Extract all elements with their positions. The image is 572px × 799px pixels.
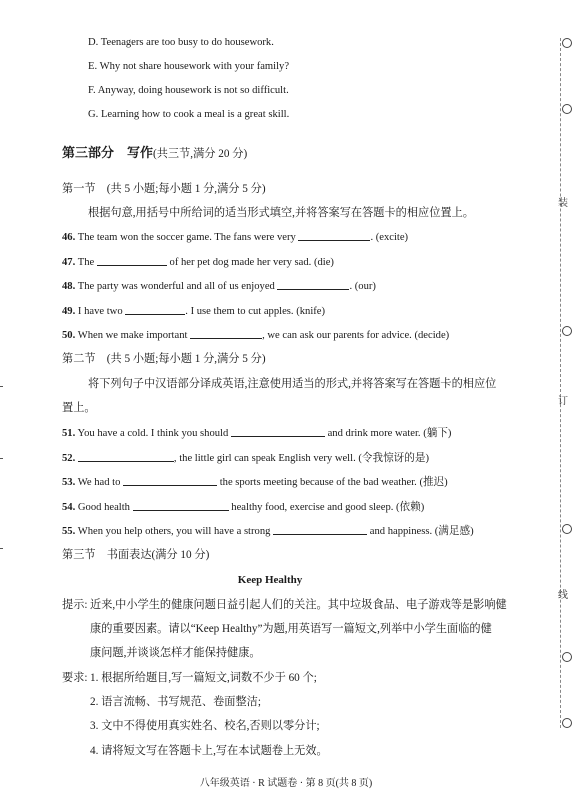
sec3-header: 第三节 书面表达(满分 10 分) xyxy=(62,549,210,561)
sec1-instruction: 根据句意,用括号中所给词的适当形式填空,并将答案写在答题卡的相应位置上。 xyxy=(88,207,474,219)
essay-title: Keep Healthy xyxy=(237,574,303,586)
q55-num: 55. xyxy=(62,526,76,537)
sec2-instruction-line1: 将下列句子中汉语部分译成英语,注意使用适当的形式,并将答案写在答题卡的相应位 xyxy=(88,378,497,390)
hint-line2: 康的重要因素。请以“Keep Healthy”为题,用英语写一篇短文,列举中小学生面临的健 xyxy=(90,623,492,635)
q55-pre: When you help others, you will have a strong xyxy=(77,526,271,537)
binding-hole xyxy=(562,718,572,728)
binding-mark-zhuang: 装 xyxy=(558,198,568,209)
q52-num: 52. xyxy=(62,453,76,464)
q49-blank[interactable] xyxy=(125,304,185,315)
q51-blank[interactable] xyxy=(231,426,325,437)
scan-mark xyxy=(0,548,3,549)
hint-line3: 康问题,并谈谈怎样才能保持健康。 xyxy=(90,647,261,659)
q47-num: 47. xyxy=(62,257,76,268)
scan-mark xyxy=(0,458,3,459)
q51-post: and drink more water. (躺下) xyxy=(327,428,452,439)
q55-blank[interactable] xyxy=(273,524,367,535)
requirement-4: 4. 请将短文写在答题卡上,写在本试题卷上无效。 xyxy=(90,745,328,757)
q53-pre: We had to xyxy=(77,477,121,488)
q48-pre: The party was wonderful and all of us enjoyed xyxy=(77,281,275,292)
q48-num: 48. xyxy=(62,281,76,292)
q55-post: and happiness. (满足感) xyxy=(369,526,474,537)
part3-title: 第三部分 写作 xyxy=(62,145,154,160)
q50-post: , we can ask our parents for advice. (decide) xyxy=(262,330,450,341)
q55 xyxy=(62,524,474,539)
q47-blank[interactable] xyxy=(97,255,167,266)
q48-blank[interactable] xyxy=(277,279,349,290)
binding-line xyxy=(560,38,561,728)
q52-post: , the little girl can speak English very well. (令我惊讶的是) xyxy=(173,453,429,464)
q50 xyxy=(62,328,449,343)
q46 xyxy=(62,230,408,245)
binding-mark-ding: 订 xyxy=(558,396,568,407)
q46-pre: The team won the soccer game. The fans were very xyxy=(77,232,296,243)
requirement-2: 2. 语言流畅、书写规范、卷面整洁; xyxy=(90,696,261,708)
q50-num: 50. xyxy=(62,330,76,341)
q50-pre: When we make important xyxy=(77,330,188,341)
binding-hole xyxy=(562,38,572,48)
q54-blank[interactable] xyxy=(133,500,229,511)
q48-post: . (our) xyxy=(349,281,376,292)
q54-pre: Good health xyxy=(77,502,130,513)
q49-pre: I have two xyxy=(77,306,123,317)
q54-post: healthy food, exercise and good sleep. (依赖) xyxy=(231,502,425,513)
q47 xyxy=(62,255,334,270)
q53 xyxy=(62,475,448,490)
q51-num: 51. xyxy=(62,428,76,439)
q46-num: 46. xyxy=(62,232,76,243)
q47-pre: The xyxy=(77,257,95,268)
requirement-label: 要求: xyxy=(62,672,88,684)
page-footer: 八年级英语 · R 试题卷 · 第 8 页(共 8 页) xyxy=(199,778,373,789)
q51-pre: You have a cold. I think you should xyxy=(77,428,229,439)
q54 xyxy=(62,500,424,515)
binding-mark-xian: 线 xyxy=(558,590,568,601)
part3-note: (共三节,满分 20 分) xyxy=(153,148,248,160)
scan-mark xyxy=(0,386,3,387)
part3-heading xyxy=(62,145,247,162)
binding-hole xyxy=(562,524,572,534)
option-f: F. Anyway, doing housework is not so difficult. xyxy=(88,85,289,96)
binding-hole xyxy=(562,326,572,336)
q53-post: the sports meeting because of the bad weather. (推迟) xyxy=(219,477,448,488)
q51 xyxy=(62,426,451,441)
q48 xyxy=(62,279,376,294)
q52 xyxy=(62,451,429,466)
q52-blank[interactable] xyxy=(78,451,174,462)
q50-blank[interactable] xyxy=(190,328,262,339)
q53-blank[interactable] xyxy=(123,475,217,486)
q49-post: . I use them to cut apples. (knife) xyxy=(185,306,326,317)
q49-num: 49. xyxy=(62,306,76,317)
binding-hole xyxy=(562,104,572,114)
hint-label: 提示: xyxy=(62,599,88,611)
sec2-instruction-line2: 置上。 xyxy=(62,402,96,414)
sec2-header: 第二节 (共 5 小题;每小题 1 分,满分 5 分) xyxy=(62,353,266,365)
option-g: G. Learning how to cook a meal is a great skill. xyxy=(88,109,290,120)
requirement-1: 1. 根据所给题目,写一篇短文,词数不少于 60 个; xyxy=(90,672,317,684)
binding-hole xyxy=(562,652,572,662)
option-e: E. Why not share housework with your family? xyxy=(88,61,290,72)
q53-num: 53. xyxy=(62,477,76,488)
q46-blank[interactable] xyxy=(298,230,370,241)
q49 xyxy=(62,304,325,319)
q46-post: . (excite) xyxy=(370,232,409,243)
hint-line1: 近来,中小学生的健康问题日益引起人们的关注。其中垃圾食品、电子游戏等是影响健 xyxy=(90,599,507,611)
option-d: D. Teenagers are too busy to do housework. xyxy=(88,37,274,48)
sec1-header: 第一节 (共 5 小题;每小题 1 分,满分 5 分) xyxy=(62,183,266,195)
q54-num: 54. xyxy=(62,502,76,513)
requirement-3: 3. 文中不得使用真实姓名、校名,否则以零分计; xyxy=(90,720,320,732)
q47-post: of her pet dog made her very sad. (die) xyxy=(169,257,334,268)
